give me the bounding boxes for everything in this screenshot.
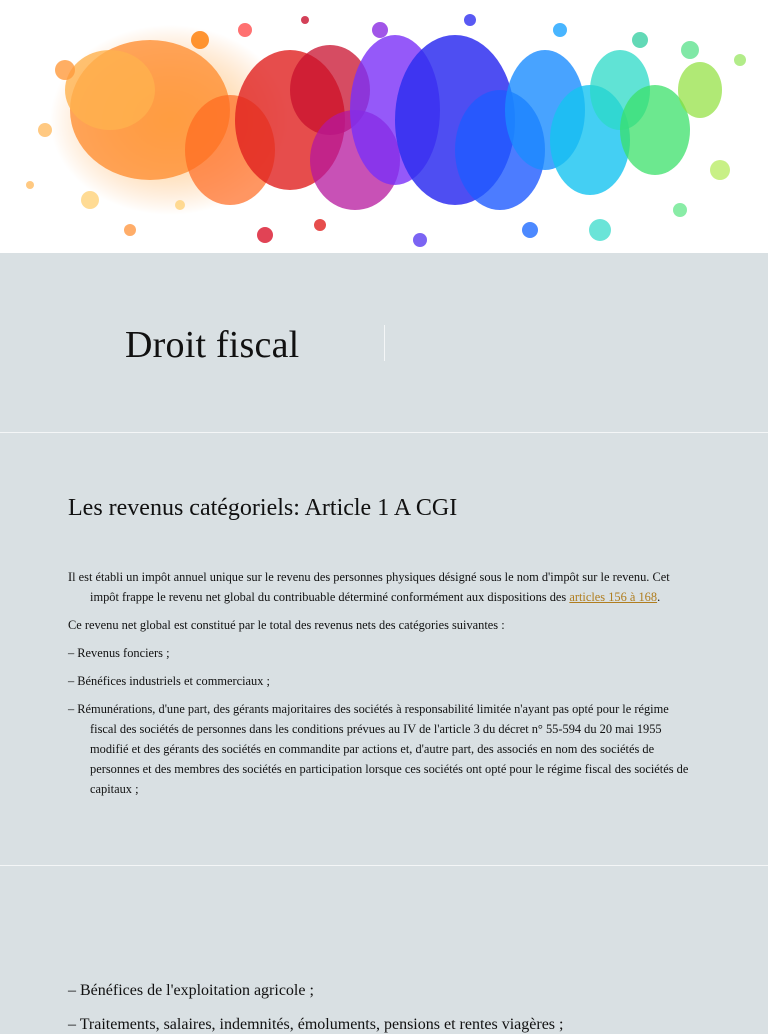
paragraph-intro-text: Il est établi un impôt annuel unique sur le revenu des personnes physiques désigné sous le nom d'impôt sur le revenu. Cet impôt frappe le revenu net global du contribuable déterminé conformément aux dispositions des bbox=[68, 570, 670, 604]
list-item: – Bénéfices de l'exploitation agricole ; bbox=[68, 982, 314, 999]
slide-heading: Les revenus catégoriels: Article 1 A CGI bbox=[68, 495, 458, 521]
title-vertical-rule bbox=[384, 325, 385, 361]
list-item: – Bénéfices industriels et commerciaux ; bbox=[68, 674, 270, 688]
list-item: – Traitements, salaires, indemnités, émoluments, pensions et rentes viagères ; bbox=[68, 1016, 564, 1033]
paint-splash-image bbox=[0, 0, 768, 253]
paint-splash-banner bbox=[0, 0, 768, 253]
title-slide bbox=[0, 253, 768, 432]
content-slide-revenus bbox=[0, 433, 768, 865]
slide-body bbox=[68, 567, 694, 807]
paragraph-intro-end: . bbox=[657, 590, 661, 604]
page-title: Droit fiscal bbox=[125, 324, 300, 366]
articles-link[interactable]: articles 156 à 168 bbox=[569, 590, 658, 604]
content-slide-continued bbox=[0, 866, 768, 1033]
paragraph-intro bbox=[68, 567, 694, 607]
list-item: – Revenus fonciers ; bbox=[68, 646, 170, 660]
list-item: – Rémunérations, d'une part, des gérants majoritaires des sociétés à responsabilité limitée n'ayant pas opté pour le régime fiscal des sociétés de personnes dans les conditions prévues au IV de l'article 3 du décret n° 55-594 du 20 mai 1955 modifié et des gérants des sociétés en commandite par actions et, d'autre part, des associés en nom des sociétés de personnes et des membres des sociétés en participation lorsque ces sociétés ont opté pour le régime fiscal des sociétés de capitaux ; bbox=[68, 702, 689, 796]
paragraph-categories: Ce revenu net global est constitué par le total des revenus nets des catégories suivantes : bbox=[68, 618, 505, 632]
